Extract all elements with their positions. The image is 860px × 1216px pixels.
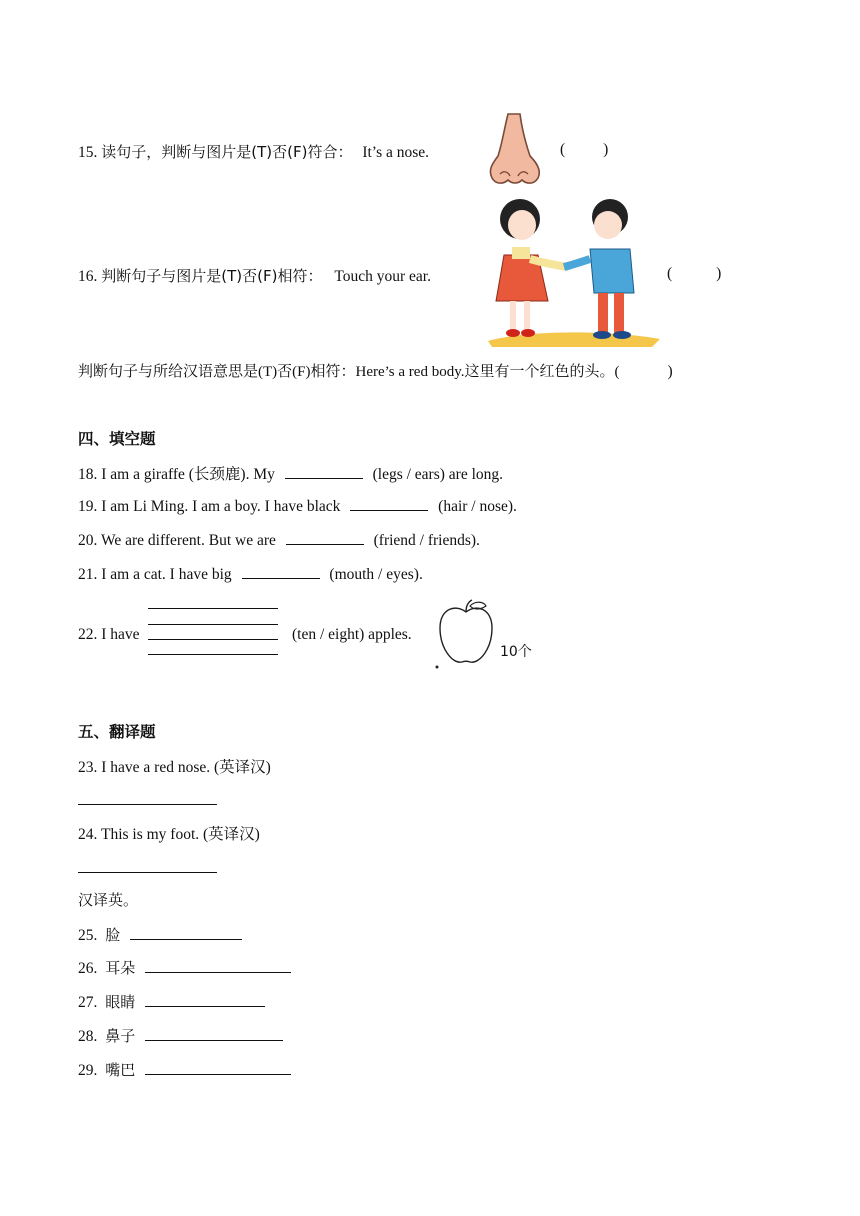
answer-blank-line[interactable] [148,624,278,625]
answer-blank-18[interactable] [285,464,363,479]
answer-blank-26[interactable] [145,958,291,973]
question-17: 判断句子与所给汉语意思是(T)否(F)相符：Here’s a red body.这里有一个红色的头。( ) [78,363,673,380]
question-18: 18. I am a giraffe (长颈鹿). My (legs / ears) are long. [78,466,504,483]
question-19: 19. I am Li Ming. I am a boy. I have black (hair / nose). [78,498,517,515]
answer-blank-line[interactable] [148,608,278,609]
answer-blank-28[interactable] [145,1026,283,1041]
question-sentence: It’s a nose. [362,144,430,161]
answer-blank-29[interactable] [145,1060,291,1075]
nose-image [486,110,542,193]
sub-instruction: 汉译英。 [78,891,139,909]
answer-paren-15[interactable]: ( ) [560,141,609,158]
answer-line-23[interactable] [78,804,217,805]
answer-blank-20[interactable] [286,530,364,545]
apple-count-label: 10个 [500,644,532,660]
question-instruction: 读句子，判断与图片是(T)否(F)符合： [101,143,353,161]
question-sentence: Touch your ear. [334,268,431,285]
answer-blank-line[interactable] [148,639,278,640]
answer-paren-16[interactable]: ( ) [667,265,722,282]
section-title-translation: 五、翻译题 [78,723,156,741]
question-24: 24. This is my foot. (英译汉) [78,826,260,843]
answer-blank-27[interactable] [145,992,265,1007]
question-number: 15. [78,144,98,161]
question-22: 22. I have [78,626,140,643]
question-26: 26. 耳朵 [78,957,291,978]
answer-blank-19[interactable] [350,496,428,511]
section-title-fill-in: 四、填空题 [78,430,156,448]
question-22-options: (ten / eight) apples. [292,626,412,643]
question-21: 21. I am a cat. I have big (mouth / eyes). [78,566,423,583]
answer-blank-line[interactable] [148,654,278,655]
question-16 [78,265,431,286]
question-25: 25. 脸 [78,924,242,945]
question-28: 28. 鼻子 [78,1025,283,1046]
question-20: 20. We are different. But we are (friend / friends). [78,532,480,549]
question-15 [78,141,429,162]
question-instruction: 判断句子与图片是(T)否(F)相符： [101,267,323,285]
question-29: 29. 嘴巴 [78,1059,291,1080]
apple-image [434,598,498,675]
answer-line-24[interactable] [78,872,217,873]
answer-blank-25[interactable] [130,925,242,940]
question-number: 16. [78,268,98,285]
question-27: 27. 眼睛 [78,991,265,1012]
answer-blank-21[interactable] [242,564,320,579]
question-text: 判断句子与所给汉语意思是(T)否(F)相符：Here’s a red body.这里有一个红色的头。( [78,364,620,380]
question-23: 23. I have a red nose. (英译汉) [78,759,271,776]
children-touching-image [482,193,666,354]
